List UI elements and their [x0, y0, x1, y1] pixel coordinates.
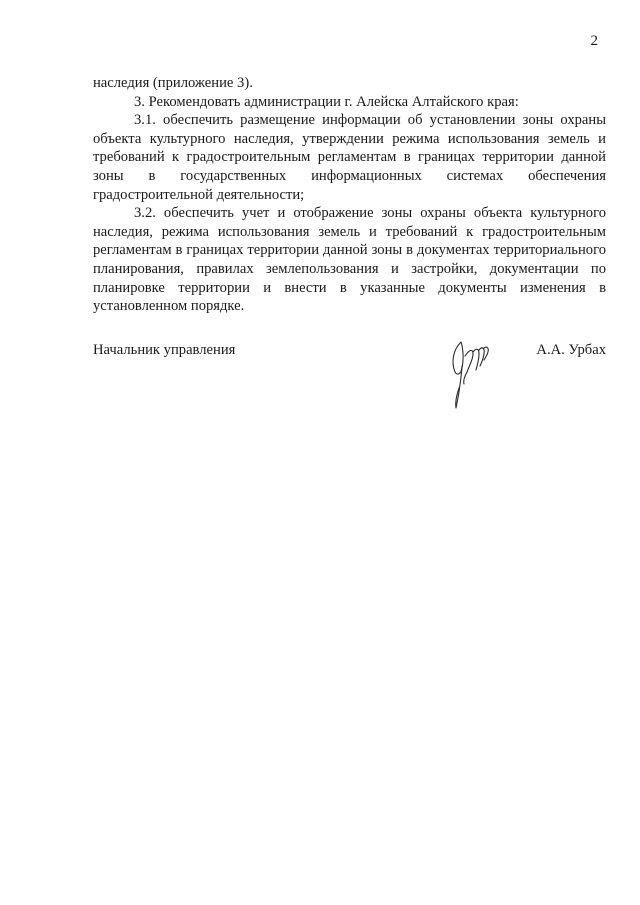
paragraph-item-3: 3. Рекомендовать администрации г. Алейска Алтайского края: [134, 93, 519, 110]
signer-position: Начальник управления [93, 342, 236, 358]
handwritten-signature [443, 336, 503, 414]
paragraph-item-3-1: 3.1. обеспечить размещение информации об установлении зоны охраны объекта культурного наследия, утверждении режима использования земель и требований к градостроительным регламентам в границах территории данной зоны в государственных информационных системах обеспечения градостроительной деятельности; [93, 112, 606, 203]
signature-block [93, 342, 606, 422]
paragraph-item-3-2: 3.2. обеспечить учет и отображение зоны охраны объекта культурного наследия, режима использования земель и требований к градостроительным регламентам в границах территории данной зоны в документах территориального планирования, правилах землепользования и застройки, документации по планировке территории и внести в указанные документы изменения в установленном порядке. [93, 205, 606, 315]
signer-name: А.А. Урбах [536, 342, 606, 358]
page-number: 2 [590, 33, 598, 49]
paragraph-continuation: наследия (приложение 3). [93, 75, 253, 91]
document-body [93, 74, 606, 316]
